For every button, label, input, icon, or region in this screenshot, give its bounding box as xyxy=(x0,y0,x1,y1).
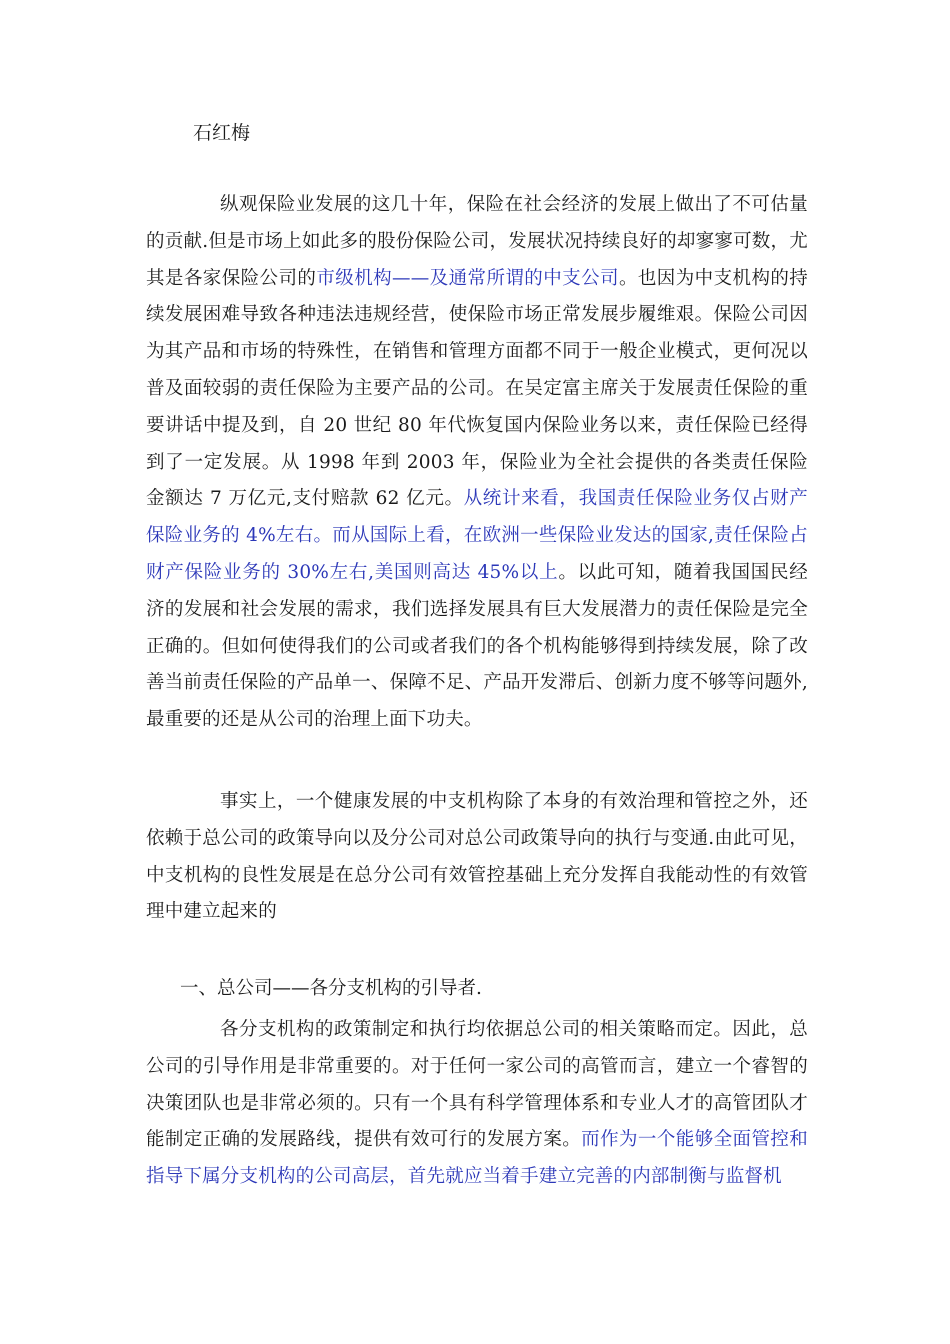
section-heading-1: 一、总公司——各分支机构的引导者. xyxy=(180,978,482,999)
paragraph-intro-highlight-1: 市级机构——及通常所谓的中支公司 xyxy=(316,267,619,289)
paragraph-intro-text-1: 纵观保险业发展的这几十年，保险在社会经济的发展上做出了不可估量的贡献.但是市场上如此多的股份保险公司，发展状况持续良好的却寥寥可数，尤其是各家保险公司的 xyxy=(146,194,808,289)
paragraph-section-1-text: 各分支机构的政策制定和执行均依据总公司的相关策略而定。因此，总公司的引导作用是非常重要的。对于任何一家公司的高管而言，建立一个睿智的决策团队也是非常必须的。只有一个具有科学管理体系和专业人才的高管团队才能制定正确的发展路线，提供有效可行的发展方案。 xyxy=(146,1019,808,1151)
paragraph-section-1 xyxy=(146,1012,808,1196)
paragraph-intro-text-3: 。以此可知，随着我国国民经济的发展和社会发展的需求，我们选择发展具有巨大发展潜力的责任保险是完全正确的。但如何使得我们的公司或者我们的各个机构能够得到持续发展，除了改善当前责任保险的产品单一、保障不足、产品开发滞后、创新力度不够等问题外,最重要的还是从公司的治理上面下功夫。 xyxy=(146,561,808,731)
paragraph-intro-text-2: 。也因为中支机构的持续发展困难导致各种违法违规经营，使保险市场正常发展步履维艰。保险公司因为其产品和市场的特殊性，在销售和管理方面都不同于一般企业模式，更何况以普及面较弱的责任保险为主要产品的公司。在吴定富主席关于发展责任保险的重要讲话中提及到，自 20 世纪 80 年代恢复国内保险业务以来，责任保险已经得到了一定发展。从 1998 年到 2003 年，保险业为全社会提供的各类责任保险金额达 7 万亿元,支付赔款 62 亿元。 xyxy=(146,267,808,510)
paragraph-fact: 事实上，一个健康发展的中支机构除了本身的有效治理和管控之外，还依赖于总公司的政策导向以及分公司对总公司政策导向的执行与变通.由此可见，中支机构的良性发展是在总分公司有效管控基础上充分发挥自我能动性的有效管理中建立起来的 xyxy=(146,791,808,923)
paragraph-intro-highlight-2: 从统计来看，我国责任保险业务仅占财产保险业务的 4%左右。而从国际上看，在欧洲一些保险业发达的国家,责任保险占财产保险业务的 30%左右,美国则高达 45%以上 xyxy=(146,488,808,583)
author-name: 石红梅 xyxy=(193,122,251,144)
paragraph-section-1-highlight: 而作为一个能够全面管控和指导下属分支机构的公司高层，首先就应当着手建立完善的内部制衡与监督机 xyxy=(146,1129,808,1188)
paragraph-intro xyxy=(146,187,808,739)
